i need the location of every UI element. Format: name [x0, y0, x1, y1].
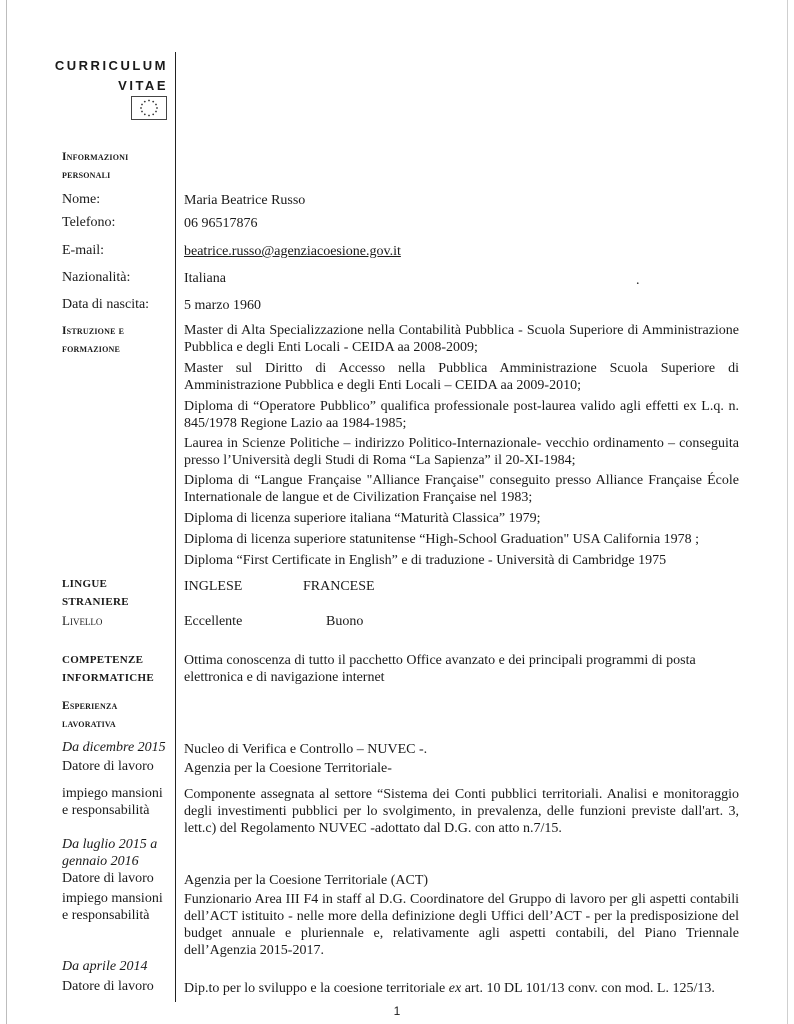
education-item: Diploma di licenza superiore italiana “Maturità Classica” 1979;: [184, 511, 541, 526]
employer-value: Agenzia per la Coesione Territoriale-: [184, 761, 392, 776]
level-french: Buono: [326, 614, 364, 629]
level-english: Eccellente: [184, 614, 243, 629]
scan-edge-left: [6, 0, 7, 1024]
experience-period: Da aprile 2014: [62, 959, 148, 974]
education-item: Master di Alta Specializzazione nella Contabilità Pubblica - Scuola Superiore di Amministrazione Pubblica e degli Enti Locali - CEIDA aa 2008-2009;: [184, 323, 739, 355]
employer-text: art. 10 DL 101/13 conv. con mod. L. 125/13.: [461, 981, 715, 996]
column-divider: [175, 52, 176, 1002]
name-label: Nome:: [62, 192, 101, 207]
experience-period: Da luglio 2015 a gennaio 2016: [62, 837, 158, 869]
role-description: Funzionario Area III F4 in staff al D.G. Coordinatore del Gruppo di lavoro per gli aspetti contabili dell’ACT istituito - nelle more della definizione degli Uffici dell’ACT - per la predisposizione del budget annuale e pluriennale e, relativamente agli aspetti contabili, del Piano Triennale dell’Agenzia 2015-2017.: [184, 892, 739, 958]
role-label: impiego mansioni e responsabilità: [62, 891, 163, 923]
page-number: 1: [393, 1004, 401, 1018]
it-skills-text: Ottima conoscenza di tutto il pacchetto Office avanzato e dei principali programmi di posta elettronica e di navigazione internet: [184, 653, 696, 685]
email-label: E-mail:: [62, 243, 104, 258]
email-link[interactable]: beatrice.russo@agenziacoesione.gov.it: [184, 244, 401, 259]
employer-ex: ex: [448, 981, 462, 996]
name-value: Maria Beatrice Russo: [184, 193, 306, 208]
employer-value: [184, 980, 739, 997]
experience-period: Da dicembre 2015: [62, 740, 166, 755]
scan-edge-right: [787, 0, 788, 1024]
language-english: INGLESE: [184, 579, 243, 594]
education-item: Master sul Diritto di Accesso nella Pubblica Amministrazione Scuola Superiore di Amministrazione Pubblica e degli Enti Locali – CEIDA aa 2009-2010;: [184, 361, 739, 393]
stray-mark: .: [636, 273, 640, 288]
section-heading-languages: LINGUE STRANIERE: [62, 578, 129, 608]
role-description: Componente assegnata al settore “Sistema dei Conti pubblici territoriali. Analisi e monitoraggio degli investimenti pubblici per lo svolgimento, in prevalenza, delle funzioni previste dall'art. 3, lett.c) del Regolamento NUVEC -adottato dal D.G. con atto n.7/15.: [184, 787, 739, 836]
employer-text: Dip.to per lo sviluppo e la coesione territoriale: [184, 981, 449, 996]
education-item: Diploma di “Operatore Pubblico” qualifica professionale post-laurea valido agli effetti ex L.q. n. 845/1978 Regione Lazio aa 1984-1985;: [184, 399, 739, 431]
nationality-label: Nazionalità:: [62, 270, 131, 285]
birthdate-label: Data di nascita:: [62, 297, 150, 312]
nationality-value: Italiana: [184, 271, 226, 286]
employer-label: Datore di lavoro: [62, 979, 154, 994]
eu-flag-icon: [131, 96, 167, 120]
language-french: FRANCESE: [303, 579, 375, 594]
phone-label: Telefono:: [62, 215, 116, 230]
level-label: Livello: [62, 613, 103, 628]
section-heading-it-skills: COMPETENZE INFORMATICHE: [62, 654, 155, 684]
section-heading-experience: Esperienza lavorativa: [62, 700, 118, 730]
education-item: Diploma di “Langue Française "Alliance Française" conseguito presso Alliance Française École Internationale de langue et de Civilization Française nel 1983;: [184, 473, 739, 505]
education-item: Laurea in Scienze Politiche – indirizzo Politico-Internazionale- vecchio ordinamento – conseguita presso l’Università degli Studi di Roma “La Sapienza” il 20-XI-1984;: [184, 436, 739, 468]
role-label: impiego mansioni e responsabilità: [62, 786, 163, 818]
education-item: Diploma di licenza superiore statunitense “High-School Graduation" USA California 1978 ;: [184, 532, 700, 547]
employer-label: Datore di lavoro: [62, 871, 154, 886]
birthdate-value: 5 marzo 1960: [184, 298, 261, 313]
cv-title-line2: VITAE: [118, 78, 168, 93]
employer-label: Datore di lavoro: [62, 759, 154, 774]
employer-value: Agenzia per la Coesione Territoriale (ACT): [184, 873, 429, 888]
education-item: Diploma “First Certificate in English” e di traduzione - Università di Cambridge 1975: [184, 553, 667, 568]
section-heading-personal: Informazioni personali: [62, 151, 129, 181]
section-heading-education: Istruzione e formazione: [62, 325, 125, 355]
experience-title: Nucleo di Verifica e Controllo – NUVEC -.: [184, 742, 428, 757]
cv-title-line1: CURRICULUM: [54, 58, 168, 73]
phone-value: 06 96517876: [184, 216, 258, 231]
